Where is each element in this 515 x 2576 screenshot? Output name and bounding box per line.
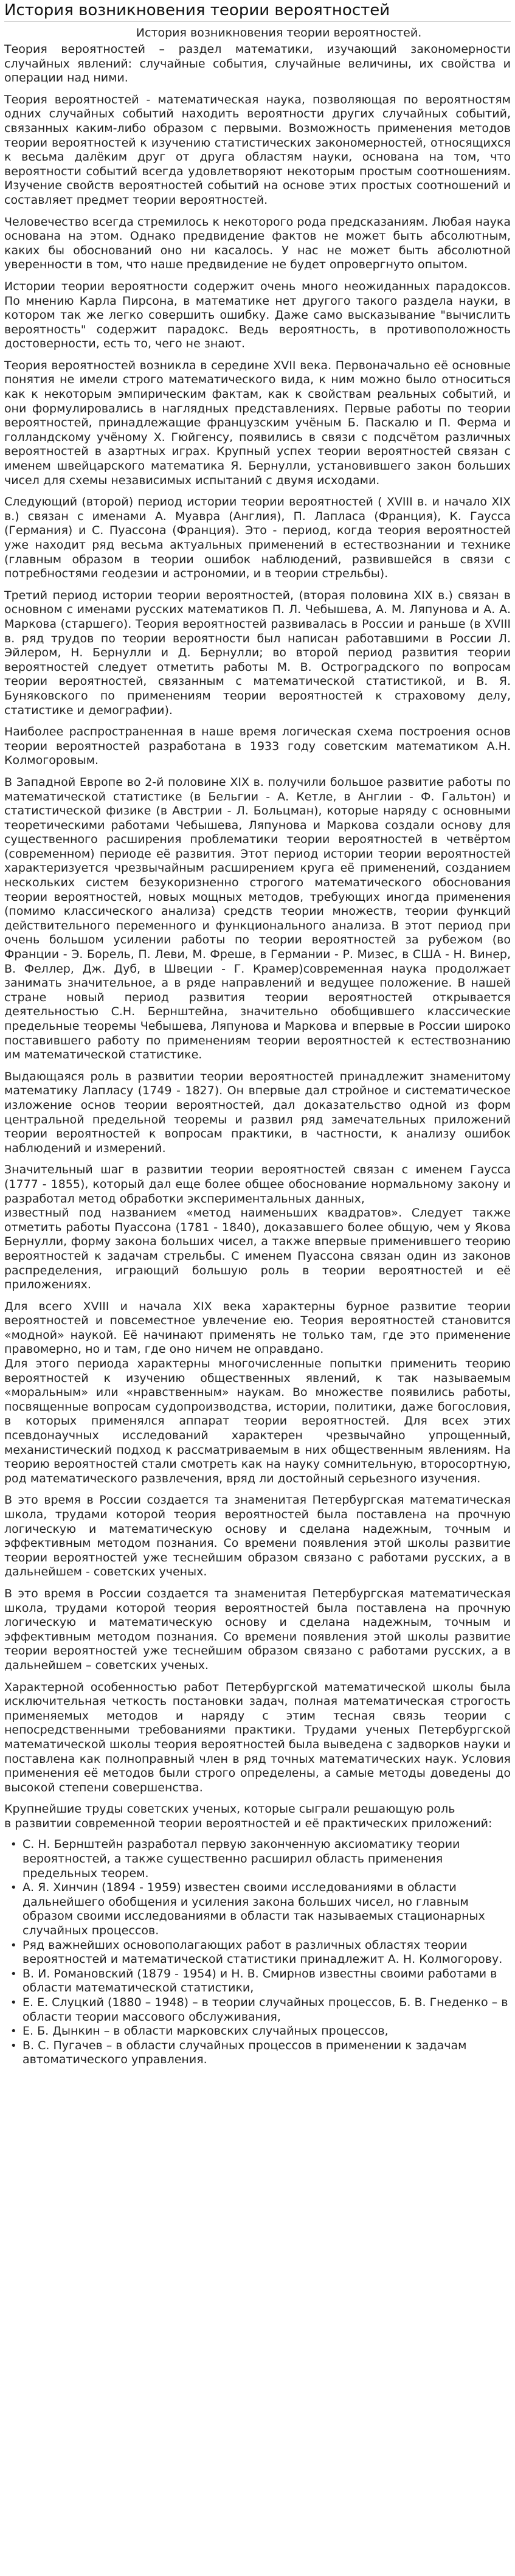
paragraph-laplace: Выдающаяся роль в развитии теории вероятностей принадлежит знаменитому математику Лапласу (1749 - 1827). Он впервые дал стройное и систематическое изложение основ теории вероятностей, дал доказательство одной из форм центральной предельной теоремы и развил ряд замечательных приложений теории вероятностей к вопросам практики, в частности, к анализу ошибок наблюдений и измерений. xyxy=(4,1069,511,1155)
paragraph-definition: Теория вероятностей – раздел математики, изучающий закономерности случайных явлений: случайные события, случайные величины, их свойства и операции над ними. xyxy=(4,43,511,85)
paragraph-prediction: Человечество всегда стремилось к некоторого рода предсказаниям. Любая наука основана на этом. Однако предвидение фактов не может быть абсолютным, каких бы обоснований оно ни касалось. У нас не может быть абсолютной уверенности в том, что наше предвидение не будет опровергнуто опытом. xyxy=(4,215,511,272)
paragraph-popularity: Для всего XVIII и начала XIX века характерны бурное развитие теории вероятностей и повсеместное увлечение ею. Теория вероятностей становится «модной» наукой. Её начинают применять не только там, где это применение правомерно, но и там, где оно ничем не оправдано. Для этого периода характерны многочисленные попытки применить теорию вероятностей к изучению общественных явлений, к так называемым «моральным» или «нравственным» наукам. Во множестве появились работы, посвященные вопросам судопроизводства, истории, политики, даже богословия, в которых применялся аппарат теории вероятностей. Для всех этих псевдонаучных исследований характерен чрезвычайно упрощенный, механистический подход к рассматриваемым в них общественным явлениям. На теорию вероятностей стали смотреть как на науку сомнительную, второсортную, род математического развлечения, вряд ли достойный серьезного изучения. xyxy=(4,1299,511,1485)
paragraph-third-period: Третий период истории теории вероятностей, (вторая половина XIX в.) связан в основном с именами русских математиков П. Л. Чебышева, А. М. Ляпунова и А. А. Маркова (старшего). Теория вероятностей развивалась в России и раньше (в XVIII в. ряд трудов по теории вероятности был написан работавшими в России Л. Эйлером, Н. Бернулли и Д. Бернулли; во второй период развития теории вероятностей следует отметить работы М. В. Остроградского по вопросам теории вероятностей, связанным с математической статистикой, и В. Я. Буняковского по применениям теории вероятностей к страховому делу, статистике и демографии). xyxy=(4,588,511,717)
paragraph-kolmogorov-axioms: Наиболее распространенная в наше время логическая схема построения основ теории вероятностей разработана в 1933 году советским математиком А.Н. Колмогоровым. xyxy=(4,725,511,768)
list-item: • Е. Б. Дынкин – в области марковских случайных процессов, xyxy=(18,2024,511,2039)
paragraph-petersburg-school: В это время в России создается та знаменитая Петербургская математическая школа, трудами которой теория вероятностей была поставлена на прочную логическую и математическую основу и сделана надежным, точным и эффективным методом познания. Со времени появления этой школы развитие теории вероятностей уже теснейшим образом связано с работами русских, а в дальнейшем - советских ученых. xyxy=(4,1493,511,1579)
list-item: • В. С. Пугачев – в области случайных процессов в применении к задачам автоматического управления. xyxy=(18,2039,511,2067)
list-item: • Е. Е. Слуцкий (1880 – 1948) – в теории случайных процессов, Б. В. Гнеденко – в области теории массового обслуживания, xyxy=(18,1996,511,2024)
paragraph-origins: Теория вероятностей возникла в середине XVII века. Первоначально её основные понятия не имели строго математического вида, к ним можно было относиться как к некоторым эмпирическим фактам, как к свойствам реальных событий, и они формулировались в наглядных представлениях. Первые работы по теории вероятностей, принадлежащие французским учёным Б. Паскалю и П. Ферма и голландскому учёному Х. Гюйгенсу, появились в связи с подсчётом различных вероятностей в азартных играх. Крупный успех теории вероятностей связан с именем швейцарского математика Я. Бернулли, установившего закон больших чисел для схемы независимых испытаний с двумя исходами. xyxy=(4,358,511,487)
document-subtitle: История возникновения теории вероятностей. xyxy=(136,26,422,40)
paragraph-gauss-poisson: Значительный шаг в развитии теории вероятностей связан с именем Гаусса (1777 - 1855), который дал еще более общее обоснование нормальному закону и разработал метод обработки экспериментальных данных, известный под названием «метод наименьших квадратов». Следует также отметить работы Пуассона (1781 - 1840), доказавшего более общую, чем у Якова Бернулли, форму закона больших чисел, а также впервые применившего теорию вероятностей к задачам стрельбы. С именем Пуассона связан один из законов распределения, играющий большую роль в теории вероятностей и её приложениях. xyxy=(4,1163,511,1292)
paragraph-science: Теория вероятностей - математическая наука, позволяющая по вероятностям одних случайных событий находить вероятности других случайных событий, связанных каким-либо образом с первыми. Возможность применения методов теории вероятностей к изучению статистических закономерностей, относящихся к весьма далёким друг от друга областям науки, основана на том, что вероятности событий всегда удовлетворяют некоторым простым соотношениям. Изучение свойств вероятностей событий на основе этих простых соотношений и составляет предмет теории вероятностей. xyxy=(4,92,511,207)
paragraph-school-features: Характерной особенностью работ Петербургской математической школы была исключительная четкость постановки задач, полная математическая строгость применяемых методов и наряду с этим тесная связь теории с непосредственными требованиями практики. Трудами ученых Петербургской математической школы теория вероятностей была выведена с задворков науки и поставлена как полноправный член в ряд точных математических наук. Условия применения её методов были строго определены, а самые методы доведены до высокой степени совершенства. xyxy=(4,1680,511,1794)
paragraph-second-period: Следующий (второй) период истории теории вероятностей ( XVIII в. и начало XIX в.) связан с именами А. Муавра (Англия), П. Лапласа (Франция), К. Гаусса (Германия) и С. Пуассона (Франция). Это - период, когда теория вероятностей уже находит ряд весьма актуальных применений в естествознании и технике (главным образом в теории ошибок наблюдений, развившейся в связи с потребностями геодезии и астрономии, и в теории стрельбы). xyxy=(4,495,511,581)
paragraph-petersburg-school-repeat: В это время в России создается та знаменитая Петербургская математическая школа, трудами которой теория вероятностей была поставлена на прочную логическую и математическую основу и сделана надежным, точным и эффективным методом познания. Со времени появления этой школы развитие теории вероятностей уже теснейшим образом связано с работами русских, а в дальнейшем – советских ученых. xyxy=(4,1586,511,1672)
contributors-list xyxy=(4,1838,511,2067)
paragraph-soviet-works-intro: Крупнейшие труды советских ученых, которые сыграли решающую роль в развитии современной теории вероятностей и её практических приложений: xyxy=(4,1802,493,1830)
paragraph-fourth-period: В Западной Европе во 2-й половине XIX в. получили большое развитие работы по математической статистике (в Бельгии - А. Кетле, в Англии - Ф. Гальтон) и статистической физике (в Австрии - Л. Больцман), которые наряду с основными теоретическими работами Чебышева, Ляпунова и Маркова создали основу для существенного расширения проблематики теории вероятностей в четвёртом (современном) периоде её развития. Этот период истории теории вероятностей характеризуется чрезвычайным расширением круга её применений, созданием нескольких систем безукоризненно строгого математического обоснования теории вероятностей, новых мощных методов, требующих иногда применения (помимо классического анализа) средств теории множеств, теории функций действительного переменного и функционального анализа. В этот период при очень большом усилении работы по теории вероятностей за рубежом (во Франции - Э. Борель, П. Леви, М. Фреше, в Германии - Р. Мизес, в США - Н. Винер, В. Феллер, Дж. Дуб, в Швеции - Г. Крамер)современная наука продолжает занимать значительное, а в ряде направлений и ведущее положение. В нашей стране новый период развития теории вероятностей открывается деятельностью С.Н. Бернштейна, значительно обобщившего классические предельные теоремы Чебышева, Ляпунова и Маркова и впервые в России широко поставившего работу по применениям теории вероятностей к естествознанию им математической статистике. xyxy=(4,775,511,1062)
list-item: • В. И. Романовский (1879 - 1954) и Н. В. Смирнов известны своими работами в области математической статистики, xyxy=(18,1967,511,1996)
list-item: • Ряд важнейших основополагающих работ в различных областях теории вероятностей и математической статистики принадлежит А. Н. Колмогорову. xyxy=(18,1939,511,1967)
list-item: • С. Н. Бернштейн разработал первую законченную аксиоматику теории вероятностей, а также существенно расширил область применения предельных теорем. xyxy=(18,1838,511,1881)
page-title: История возникновения теории вероятностей xyxy=(4,0,511,22)
list-item: • А. Я. Хинчин (1894 - 1959) известен своими исследованиями в области дальнейшего обобщения и усиления закона больших чисел, но главным образом своими исследованиями в области так называемых стационарных случайных процессов. xyxy=(18,1881,511,1938)
paragraph-paradoxes: Истории теории вероятности содержит очень много неожиданных парадоксов. По мнению Карла Пирсона, в математике нет другого такого раздела науки, в котором так же легко совершить ошибку. Даже само высказывание "вычислить вероятность" содержит парадокс. Ведь вероятность, в противоположность достоверности, есть то, чего не знают. xyxy=(4,279,511,351)
